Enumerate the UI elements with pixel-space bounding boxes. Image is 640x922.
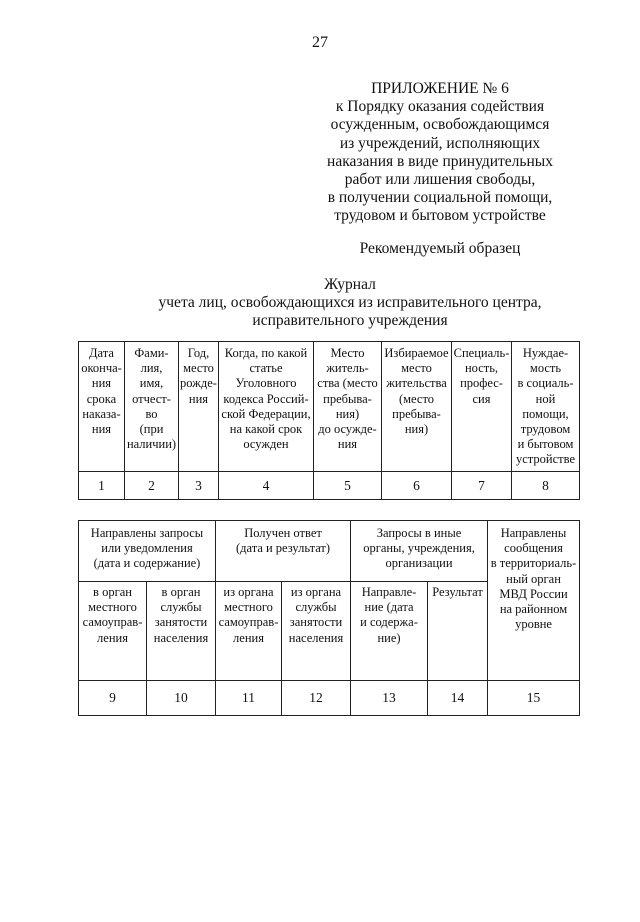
cell-text-line: или уведомления (101, 541, 193, 556)
table1-column-number: 5 (314, 472, 382, 500)
table1-column-number: 3 (179, 472, 219, 500)
journal-heading (100, 276, 600, 330)
cell-text-line: Уголовного (235, 376, 297, 391)
cell-text-line: в территориаль- (490, 556, 577, 571)
table1-column-number: 1 (79, 472, 125, 500)
appendix-line: работ или лишения свободы, (344, 171, 536, 189)
cell-text-line: (дата и результат) (235, 541, 331, 556)
table2-column-number: 11 (216, 681, 282, 716)
table2-subheader-cell (351, 582, 428, 681)
appendix-line: осужденным, освобождающимся (330, 116, 550, 134)
sample-label: Рекомендуемый образец (359, 240, 521, 257)
cell-text-line: Специаль- (453, 346, 510, 360)
cell-text-line: службы (295, 600, 337, 615)
cell-text-line: и бытовом (517, 437, 574, 452)
cell-text-line: МВД России (499, 586, 568, 601)
appendix-line: трудовом и бытовом устройстве (334, 207, 546, 225)
cell-text-line: населения (288, 630, 344, 645)
cell-text-line: житель- (326, 361, 369, 376)
cell-text-line: имя, (139, 376, 164, 391)
table1-header-cell (179, 342, 219, 472)
cell-text-line: ной (535, 391, 556, 406)
cell-text-line: Получен ответ (244, 526, 322, 540)
cell-text-line: в орган (93, 585, 132, 599)
cell-text-line: в социаль- (517, 376, 574, 391)
table2-column-number: 13 (351, 681, 428, 716)
table1-column-number: 7 (452, 472, 512, 500)
table1-header-cell (382, 342, 452, 472)
table2-column-number: 15 (488, 681, 580, 716)
cell-text-line: статье (249, 361, 283, 376)
journal-table-part-1 (78, 341, 580, 500)
cell-text-line: ления (233, 630, 264, 645)
table2-column-number: 10 (147, 681, 216, 716)
cell-text-line: Результат (432, 585, 483, 599)
cell-text-line: жительства (386, 376, 447, 391)
cell-text-line: из органа (223, 585, 274, 599)
cell-text-line: на районном (499, 602, 568, 617)
cell-text-line: ния (91, 422, 112, 437)
cell-text-line: Направлены запросы (90, 526, 204, 540)
cell-text-line: до осужде- (318, 422, 377, 437)
cell-text-line: место (401, 361, 432, 376)
cell-text-line: ность, (464, 361, 499, 376)
cell-text-line: занятости (289, 615, 343, 630)
table2-number-row (79, 681, 580, 716)
cell-text-line: Запросы в иные (376, 526, 462, 540)
cell-text-line: ния (337, 437, 358, 452)
cell-text-line: во (145, 406, 158, 421)
table2-group-header-cell (351, 521, 488, 582)
table2-group-header-cell (488, 521, 580, 681)
journal-table-part-2 (78, 520, 580, 716)
cell-text-line: в орган (161, 585, 201, 599)
cell-text-line: оконча- (81, 361, 122, 376)
cell-text-line: ния (188, 391, 209, 406)
table2-group-header-row (79, 521, 580, 582)
appendix-line: в получении социальной помощи, (327, 189, 553, 207)
table1-column-number: 2 (125, 472, 179, 500)
table2-group-header-cell (216, 521, 351, 582)
cell-text-line: ный орган (506, 571, 561, 586)
page-number: 27 (312, 34, 328, 51)
cell-text-line: место (183, 361, 214, 376)
table2-subheader-cell (147, 582, 216, 681)
cell-text-line: сия (472, 391, 491, 406)
cell-text-line: ния) (335, 406, 360, 421)
cell-text-line: Год, (187, 346, 210, 360)
table1-header-row (79, 342, 580, 472)
cell-text-line: наличии) (126, 437, 177, 452)
cell-text-line: Фами- (134, 346, 169, 360)
cell-text-line: устройстве (516, 452, 575, 467)
cell-text-line: пребыва- (392, 406, 441, 421)
table1-header-cell (125, 342, 179, 472)
cell-text-line: ния (91, 376, 112, 391)
cell-text-line: органы, учреждения, (363, 541, 475, 556)
cell-text-line: наказа- (82, 406, 121, 421)
cell-text-line: и содержа- (360, 615, 418, 630)
cell-text-line: осужден (243, 437, 289, 452)
cell-text-line: самоуправ- (82, 615, 143, 630)
cell-text-line: помощи, (522, 406, 569, 421)
table1-header-cell (452, 342, 512, 472)
appendix-block (300, 80, 580, 226)
table1-header-cell (79, 342, 125, 472)
journal-subtitle-line: исправительного учреждения (252, 312, 448, 329)
cell-text-line: профес- (460, 376, 503, 391)
table2-subheader-cell (79, 582, 147, 681)
cell-text-line: Место (330, 346, 365, 360)
appendix-line: к Порядку оказания содействия (335, 98, 545, 116)
cell-text-line: самоуправ- (218, 615, 279, 630)
appendix-title: ПРИЛОЖЕНИЕ № 6 (371, 80, 509, 97)
table2-column-number: 14 (428, 681, 488, 716)
table1-header-cell (512, 342, 580, 472)
cell-text-line: уровне (515, 617, 552, 632)
table1-column-number: 4 (219, 472, 314, 500)
cell-text-line: рожде- (180, 376, 217, 391)
cell-text-line: из органа (290, 585, 342, 599)
cell-text-line: Направле- (361, 585, 417, 599)
cell-text-line: занятости (154, 615, 208, 630)
table2-column-number: 9 (79, 681, 147, 716)
cell-text-line: Когда, по какой (224, 346, 308, 360)
table2-subheader-cell (428, 582, 488, 681)
cell-text-line: населения (153, 630, 209, 645)
table1-header-cell (314, 342, 382, 472)
cell-text-line: кодекса Россий- (223, 391, 309, 406)
cell-text-line: срока (86, 391, 117, 406)
cell-text-line: организации (385, 556, 453, 571)
appendix-line: из учреждений, исполняющих (339, 134, 541, 152)
journal-subtitle-line: учета лиц, освобождающихся из исправительного центра, (158, 294, 542, 311)
table1-header-cell (219, 342, 314, 472)
cell-text-line: мость (529, 361, 562, 376)
table1-column-number: 6 (382, 472, 452, 500)
table1-column-number: 8 (512, 472, 580, 500)
table2-subheader-cell (216, 582, 282, 681)
cell-text-line: отчест- (132, 391, 171, 406)
cell-text-line: ства (место (317, 376, 378, 391)
table2-column-number: 12 (282, 681, 351, 716)
cell-text-line: ской Федерации, (221, 406, 311, 421)
table2-group-header-cell (79, 521, 216, 582)
cell-text-line: ние) (377, 630, 401, 645)
cell-text-line: ние (дата (364, 600, 414, 615)
cell-text-line: местного (224, 600, 273, 615)
cell-text-line: на какой срок (229, 422, 303, 437)
cell-text-line: (место (398, 391, 435, 406)
cell-text-line: (при (139, 422, 164, 437)
cell-text-line: трудовом (520, 422, 571, 437)
cell-text-line: сообщения (504, 541, 563, 556)
journal-title: Журнал (324, 276, 376, 293)
table1-number-row (79, 472, 580, 500)
cell-text-line: пребыва- (323, 391, 372, 406)
cell-text-line: местного (88, 600, 137, 615)
cell-text-line: лия, (140, 361, 163, 376)
appendix-line: наказания в виде принудительных (327, 152, 553, 170)
cell-text-line: (дата и содержание) (93, 556, 201, 571)
cell-text-line: Направлены (500, 526, 567, 540)
table2-subheader-cell (282, 582, 351, 681)
cell-text-line: ления (97, 630, 128, 645)
cell-text-line: Избираемое (384, 346, 449, 360)
cell-text-line: ния) (404, 422, 429, 437)
cell-text-line: Нуждае- (522, 346, 569, 360)
cell-text-line: службы (160, 600, 202, 615)
cell-text-line: Дата (89, 346, 114, 360)
